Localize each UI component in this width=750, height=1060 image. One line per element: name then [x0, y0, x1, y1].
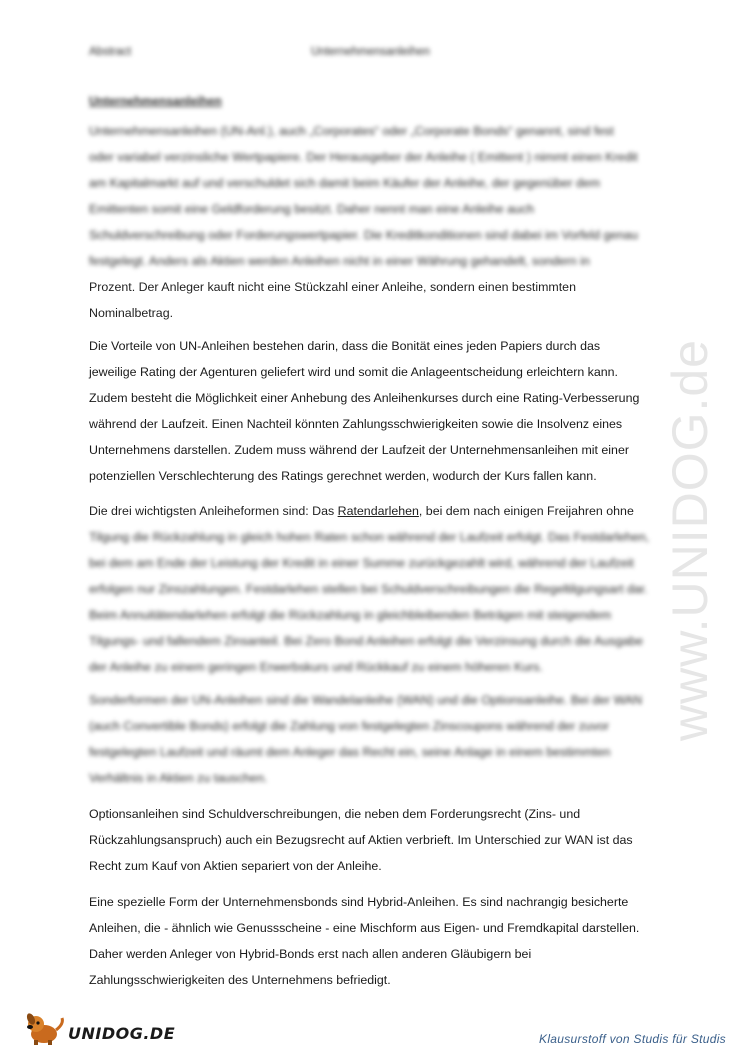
text-fragment: Die drei wichtigsten Anleiheformen sind: Das — [89, 504, 338, 518]
paragraph-2 — [89, 333, 660, 489]
text-line: Unternehmens darstellen. Zudem muss während der Laufzeit der Unternehmensanleihen mit einer — [89, 443, 629, 457]
text-line: Die Vorteile von UN-Anleihen bestehen darin, dass die Bonität eines jeden Papiers durch das — [89, 339, 601, 353]
paragraph-4 — [89, 687, 660, 791]
logo-text: UNIDOG.DE — [68, 1024, 176, 1043]
text-line: Emittenten somit eine Geldforderung besitzt. Daher nennt man eine Anleihe auch — [89, 202, 534, 216]
text-line: Rückzahlungsanspruch) auch ein Bezugsrecht auf Aktien verbrieft. Im Unterschied zur WAN ist das — [89, 833, 633, 847]
unidog-logo[interactable] — [22, 1010, 176, 1046]
text-line: Tilgungs- und fallendem Zinsanteil. Bei Zero Bond Anleihen erfolgt die Verzinsung durch die Ausgabe — [89, 634, 644, 648]
ratendarlehen-link[interactable]: Ratendarlehen — [337, 504, 419, 518]
text-line: Sonderformen der UN-Anleihen sind die Wandelanleihe (WAN) und die Optionsanleihe. Bei der WAN — [89, 693, 643, 707]
text-line: Prozent. Der Anleger kauft nicht eine Stückzahl einer Anleihe, sondern einen bestimmten — [89, 280, 576, 294]
text-line: Unternehmensanleihen (UN-Anl.), auch „Corporates“ oder „Corporate Bonds“ genannt, sind fest — [89, 124, 614, 138]
text-line: Recht zum Kauf von Aktien separiert von der Anleihe. — [89, 859, 382, 873]
text-line: Daher werden Anleger von Hybrid-Bonds erst nach allen anderen Gläubigern bei — [89, 947, 532, 961]
text-line: Zahlungsschwierigkeiten des Unternehmens befriedigt. — [89, 973, 391, 987]
text-line: festgelegt. Anders als Aktien werden Anleihen nicht in einer Währung gehandelt, sondern in — [89, 254, 590, 268]
text-line — [89, 498, 660, 524]
header-center: Unternehmensanleihen — [311, 46, 430, 58]
header-left: Abstract — [89, 46, 132, 58]
footer-slogan: Klausurstoff von Studis für Studis — [539, 1032, 726, 1046]
text-line: während der Laufzeit. Einen Nachteil könnten Zahlungsschwierigkeiten sowie die Insolvenz eines — [89, 417, 623, 431]
text-line: Zudem besteht die Möglichkeit einer Anhebung des Anleihenkurses durch eine Rating-Verbesserung — [89, 391, 640, 405]
text-line: jeweilige Rating der Agenturen geliefert wird und somit die Anlageentscheidung erleichtern kann. — [89, 365, 618, 379]
text-line: Optionsanleihen sind Schuldverschreibungen, die neben dem Forderungsrecht (Zins- und — [89, 807, 581, 821]
text-line: Beim Annuitätendarlehen erfolgt die Rückzahlung in gleichbleibenden Beträgen mit steigendem — [89, 608, 612, 622]
text-line: oder variabel verzinsliche Wertpapiere. Der Herausgeber der Anleihe ( Emittent ) nimmt einen Kredit — [89, 150, 638, 164]
paragraph-3-blurred — [89, 524, 660, 680]
text-line: Nominalbetrag. — [89, 306, 174, 320]
paragraph-6 — [89, 889, 660, 993]
page-header — [89, 46, 659, 64]
text-line: am Kapitalmarkt auf und verschuldet sich damit beim Käufer der Anleihe, der gegenüber dem — [89, 176, 601, 190]
text-line: Tilgung die Rückzahlung in gleich hohen Raten schon während der Laufzeit erfolgt. Das Festdarlehen, — [89, 530, 650, 544]
section-heading: Unternehmensanleihen — [89, 94, 222, 108]
text-line: Eine spezielle Form der Unternehmensbonds sind Hybrid-Anleihen. Es sind nachrangig besicherte — [89, 895, 629, 909]
text-line: erfolgen nur Zinszahlungen. Festdarlehen stellen bei Schuldverschreibungen die Regeltilgungsart dar. — [89, 582, 648, 596]
text-line: Verhältnis in Aktien zu tauschen. — [89, 771, 268, 785]
paragraph-1 — [89, 118, 660, 326]
text-line: (auch Convertible Bonds) erfolgt die Zahlung von festgelegten Zinscoupons während der zuvor — [89, 719, 610, 733]
text-line: Schuldverschreibung oder Forderungswertpapier. Die Kreditkonditionen sind dabei im Vorfeld genau — [89, 228, 638, 242]
text-line: festgelegten Laufzeit und räumt dem Anleger das Recht ein, seine Anlage in einem bestimmten — [89, 745, 611, 759]
watermark-text: www.UNIDOG.de — [662, 339, 718, 741]
text-fragment: , bei dem nach einigen Freijahren ohne — [418, 504, 634, 518]
paragraph-3 — [89, 498, 660, 680]
dog-icon — [22, 1010, 70, 1046]
text-line: der Anleihe zu einem geringen Erwerbskurs und Rückkauf zu einem höheren Kurs. — [89, 660, 543, 674]
text-line: potenziellen Verschlechterung des Ratings gerechnet werden, wodurch der Kurs fallen kann. — [89, 469, 597, 483]
text-line: Anleihen, die - ähnlich wie Genussscheine - eine Mischform aus Eigen- und Fremdkapital darstellen. — [89, 921, 640, 935]
paragraph-5 — [89, 801, 660, 879]
paragraph-1-blurred — [89, 118, 660, 274]
text-line: bei dem am Ende der Leistung der Kredit in einer Summe zurückgezahlt wird, während der Laufzeit — [89, 556, 634, 570]
